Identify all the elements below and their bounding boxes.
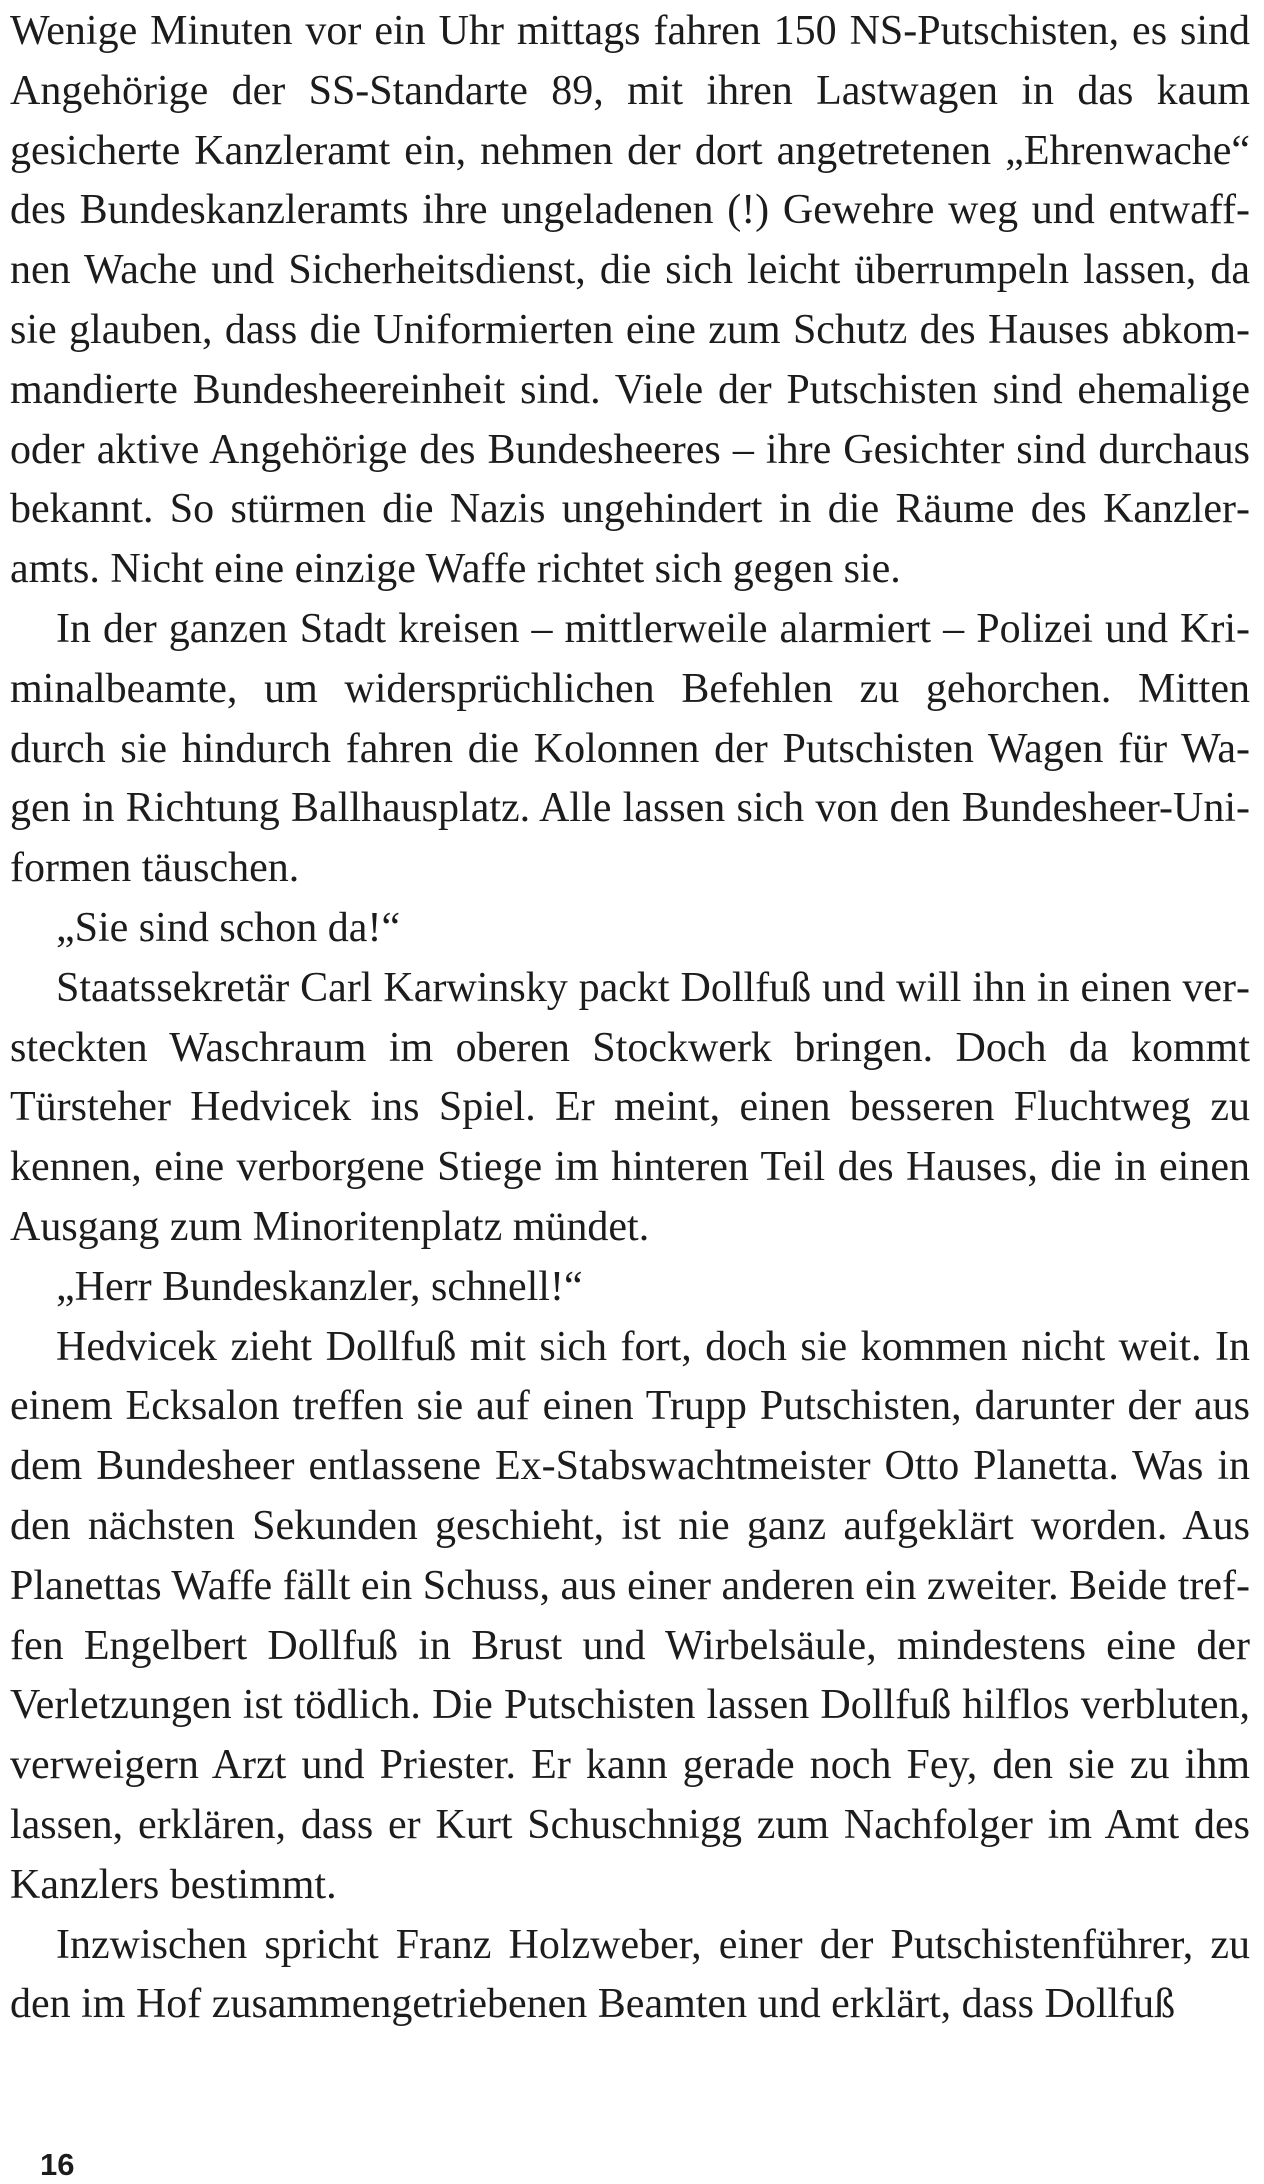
paragraph-quote-sie-sind-da: „Sie sind schon da!“ [56,904,401,951]
paragraph-city-police: In der ganzen Stadt kreisen – mittlerweile alarmiert – Polizei und Kriminalbeamte, um widersprüchlichen Befehlen zu gehorchen. Mitten durch sie hindurch fahren die Kolonnen der Putschisten Wagen für Wagen in Richtung Ballhausplatz. Alle lassen sich von den Bundesheer-Uniformen täuschen. [10,605,1250,892]
paragraph-putsch-entry: Wenige Minuten vor ein Uhr mittags fahren 150 NS-Putschisten, es sind Angehörige der SS-Standarte 89, mit ihren Lastwagen in das kaum gesicherte Kanzleramt ein, nehmen der dort angetretenen „Ehrenwache“ des Bundeskanzleramts ihre ungeladenen (!) Gewehre weg und entwaffnen Wache und Sicherheitsdienst, die sich leicht überrumpeln lassen, da sie glauben, dass die Uniformierten eine zum Schutz des Hauses abkommandierte Bundesheereinheit sind. Viele der Putschisten sind ehemalige oder aktive Angehörige des Bundesheeres – ihre Gesichter sind durchaus bekannt. So stürmen die Nazis ungehindert in die Räume des Kanzleramts. Nicht eine einzige Waffe richtet sich gegen sie. [10,8,1250,593]
paragraph-karwinsky: Staatssekretär Carl Karwinsky packt Dollfuß und will ihn in einen versteckten Waschraum im oberen Stockwerk bringen. Doch da kommt Türsteher Hedvicek ins Spiel. Er meint, einen besseren Fluchtweg zu kennen, eine verborgene Stiege im hinteren Teil des Hauses, die in einen Ausgang zum Minoritenplatz mündet. [10,964,1250,1250]
paragraph-quote-schnell: „Herr Bundeskanzler, schnell!“ [56,1263,583,1310]
paragraph-holzweber: Inzwischen spricht Franz Holzweber, einer der Putschistenführer, zu den im Hof zusammengetriebenen Beamten und erklärt, dass Dollfuß [10,1921,1250,2028]
body-text [10,2,1250,2035]
paragraph-shooting: Hedvicek zieht Dollfuß mit sich fort, doch sie kommen nicht weit. In einem Ecksalon treffen sie auf einen Trupp Putschisten, darunter der aus dem Bundesheer entlassene Ex-Stabswachtmeister Otto Planetta. Was in den nächsten Sekunden geschieht, ist nie ganz aufgeklärt worden. Aus Planettas Waffe fällt ein Schuss, aus einer anderen ein zweiter. Beide treffen Engelbert Dollfuß in Brust und Wirbelsäule, mindestens eine der Verletzungen ist tödlich. Die Putschisten lassen Dollfuß hilflos verbluten, verweigern Arzt und Priester. Er kann gerade noch Fey, den sie zu ihm lassen, erklären, dass er Kurt Schuschnigg zum Nachfolger im Amt des Kanzlers bestimmt. [10,1323,1250,1908]
page-number: 16 [40,2147,75,2182]
